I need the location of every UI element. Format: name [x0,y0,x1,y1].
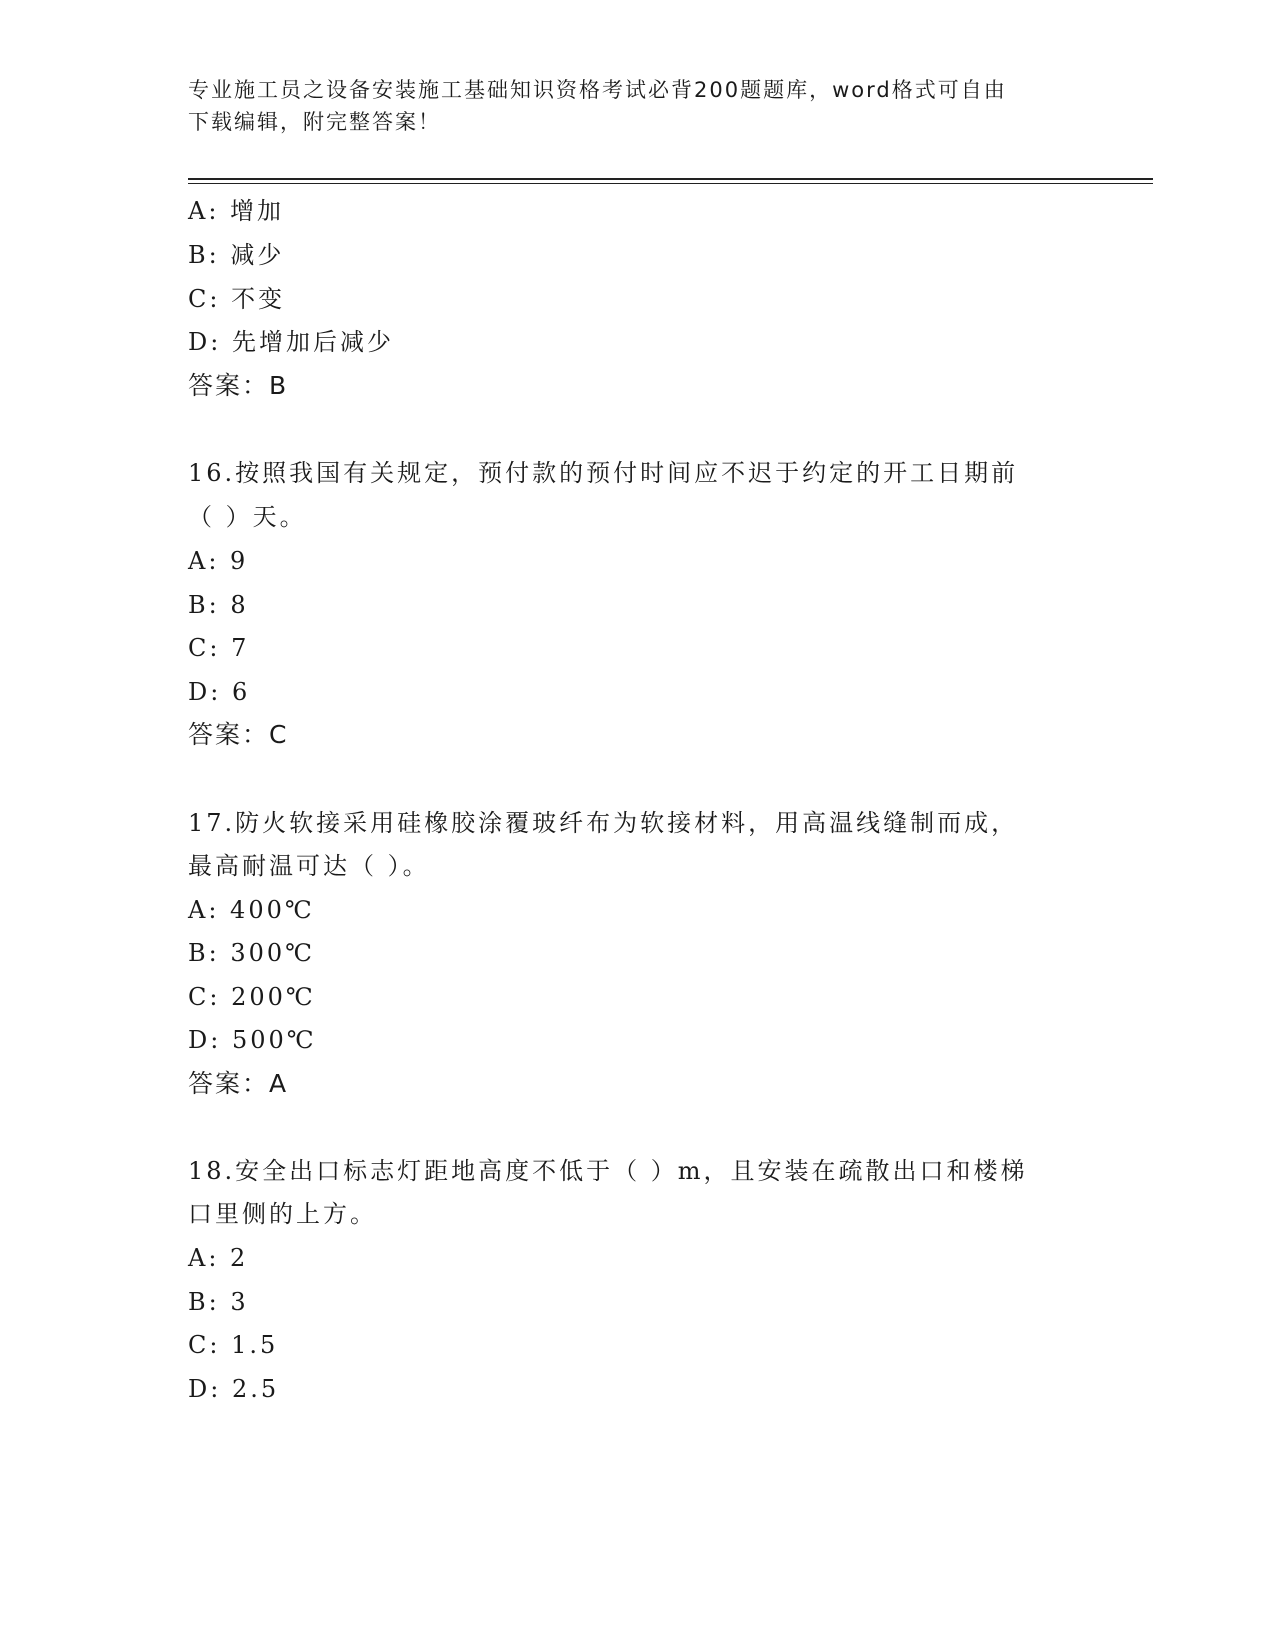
q17-option-a: A: 400℃ [188,896,315,924]
q17-stem-line-2: 最高耐温可达（ ）。 [188,852,430,880]
q18-stem-line-1: 18.安全出口标志灯距地高度不低于（ ）m，且安装在疏散出口和楼梯 [188,1157,1028,1185]
q16-option-d: D: 6 [188,678,251,706]
q17-option-d: D: 500℃ [188,1026,317,1054]
header-line-2: 下载编辑，附完整答案！ [188,110,441,134]
q16-option-c: C: 7 [188,634,250,662]
q17-answer: 答案：A [188,1069,289,1098]
q15-option-a: A: 增加 [188,197,285,225]
q18-option-d: D: 2.5 [188,1375,280,1403]
q16-option-b: B: 8 [188,591,249,619]
q18-option-b: B: 3 [188,1288,249,1316]
document-header [188,74,1088,138]
q17-option-b: B: 300℃ [188,939,316,967]
q15-option-d: D: 先增加后减少 [188,328,394,356]
q16-option-a: A: 9 [188,547,249,575]
q15-option-b: B: 减少 [188,241,285,269]
q18-option-a: A: 2 [188,1244,249,1272]
q15-option-c: C: 不变 [188,285,286,313]
header-rule-thin [188,183,1153,184]
q16-answer: 答案：C [188,720,289,749]
q18-option-c: C: 1.5 [188,1331,279,1359]
header-rule-thick [188,178,1153,180]
q16-stem-line-2: （ ）天。 [188,503,307,531]
q17-stem-line-1: 17.防火软接采用硅橡胶涂覆玻纤布为软接材料，用高温线缝制而成， [188,809,1019,837]
header-line-1: 专业施工员之设备安装施工基础知识资格考试必背200题题库，word格式可自由 [188,78,1007,102]
q17-option-c: C: 200℃ [188,983,316,1011]
q15-answer: 答案：B [188,371,289,400]
q18-stem-line-2: 口里侧的上方。 [188,1200,377,1228]
q16-stem-line-1: 16.按照我国有关规定，预付款的预付时间应不迟于约定的开工日期前 [188,459,1019,487]
